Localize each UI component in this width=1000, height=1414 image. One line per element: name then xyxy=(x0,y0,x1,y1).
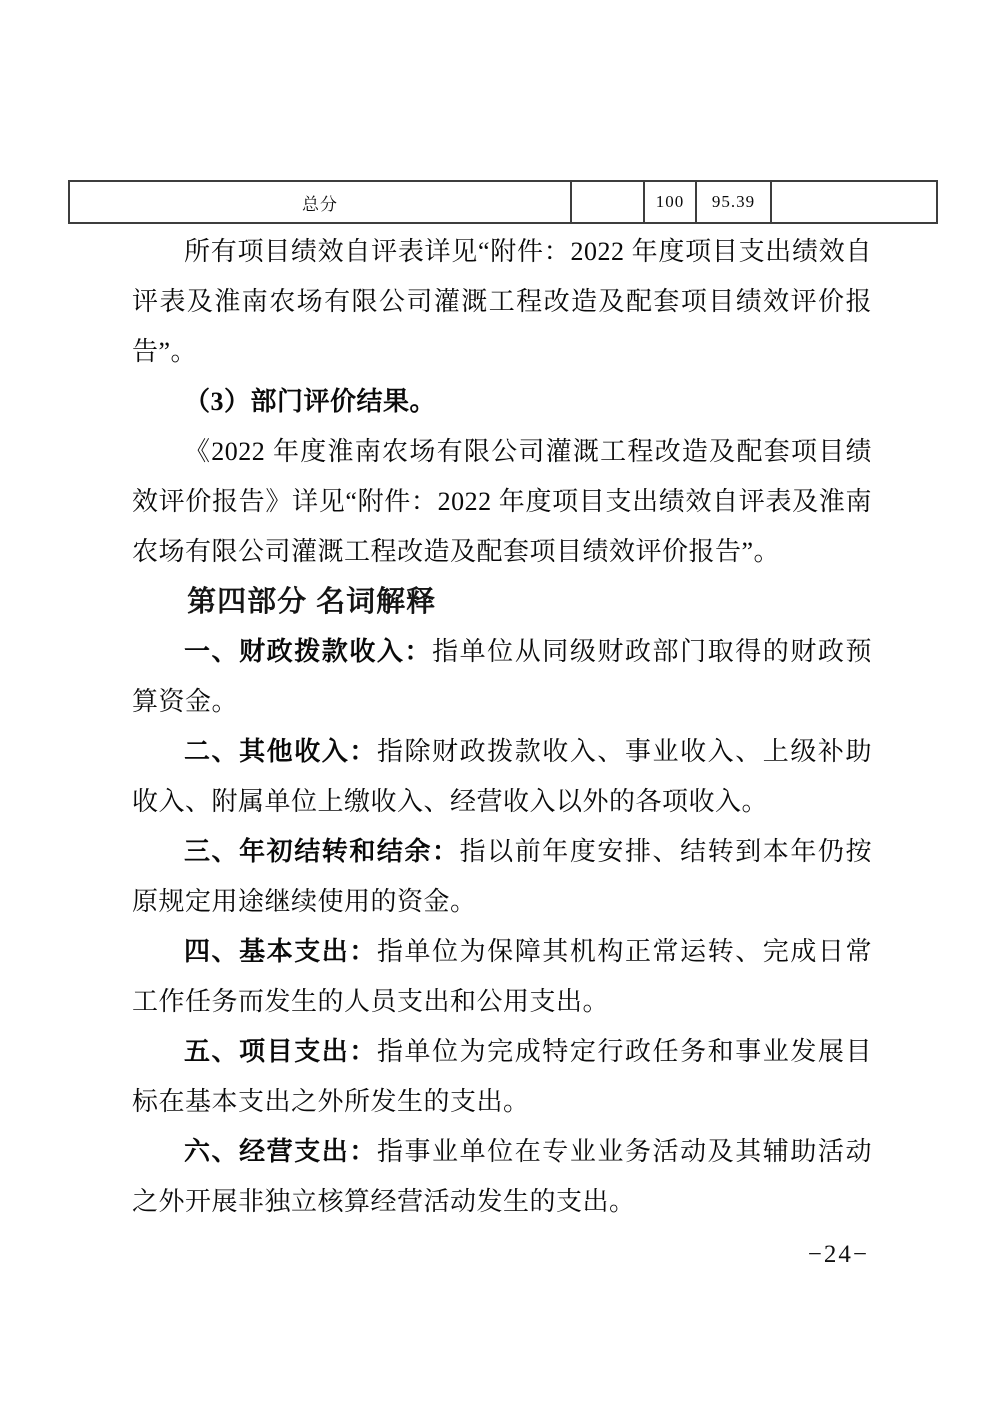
term-text: 指除财政拨款收入、事业收入、上级补助收入、附属单位上缴收入、经营收入以外的各项收入。 xyxy=(132,737,872,816)
term-lead: 五、项目支出： xyxy=(184,1037,377,1066)
term-text: 指以前年度安排、结转到本年仍按原规定用途继续使用的资金。 xyxy=(132,837,872,916)
heading-dept-eval-result xyxy=(132,377,872,427)
final-score-cell: 95.39 xyxy=(696,181,771,223)
term-definition-4 xyxy=(132,927,872,1027)
term-lead: 四、基本支出： xyxy=(184,937,377,966)
total-score-label-cell: 总分 xyxy=(69,181,571,223)
term-lead: 二、其他收入： xyxy=(184,737,377,766)
paragraph-lead: （3）部门评价结果。 xyxy=(184,387,437,416)
term-text: 指单位从同级财政部门取得的财政预算资金。 xyxy=(132,637,872,716)
paragraph-text: 《2022 年度淮南农场有限公司灌溉工程改造及配套项目绩效评价报告》详见“附件：2022 年度项目支出绩效自评表及淮南农场有限公司灌溉工程改造及配套项目绩效评价报告”。 xyxy=(132,437,872,566)
term-definition-6 xyxy=(132,1127,872,1227)
term-definition-5 xyxy=(132,1027,872,1127)
paragraph-dept-eval-report xyxy=(132,427,872,577)
table-row xyxy=(69,181,937,223)
document-body xyxy=(132,227,872,1227)
paragraph-self-eval xyxy=(132,227,872,377)
term-lead: 一、财政拨款收入： xyxy=(184,637,433,666)
score-summary-table xyxy=(68,180,938,224)
term-definition-2 xyxy=(132,727,872,827)
page-number: −24− xyxy=(807,1241,869,1268)
term-lead: 三、年初结转和结余： xyxy=(184,837,460,866)
term-definition-1 xyxy=(132,627,872,727)
term-text: 指单位为保障其机构正常运转、完成日常工作任务而发生的人员支出和公用支出。 xyxy=(132,937,872,1016)
paragraph-text: 所有项目绩效自评表详见“附件：2022 年度项目支出绩效自评表及淮南农场有限公司灌溉工程改造及配套项目绩效评价报告”。 xyxy=(132,237,872,366)
max-score-cell: 100 xyxy=(644,181,696,223)
blank-cell-1 xyxy=(571,181,644,223)
term-lead: 六、经营支出： xyxy=(184,1137,377,1166)
term-text: 指事业单位在专业业务活动及其辅助活动之外开展非独立核算经营活动发生的支出。 xyxy=(132,1137,872,1216)
section-heading-part4-glossary: 第四部分 名词解释 xyxy=(187,586,437,618)
term-definition-3 xyxy=(132,827,872,927)
term-text: 指单位为完成特定行政任务和事业发展目标在基本支出之外所发生的支出。 xyxy=(132,1037,872,1116)
blank-cell-2 xyxy=(771,181,937,223)
